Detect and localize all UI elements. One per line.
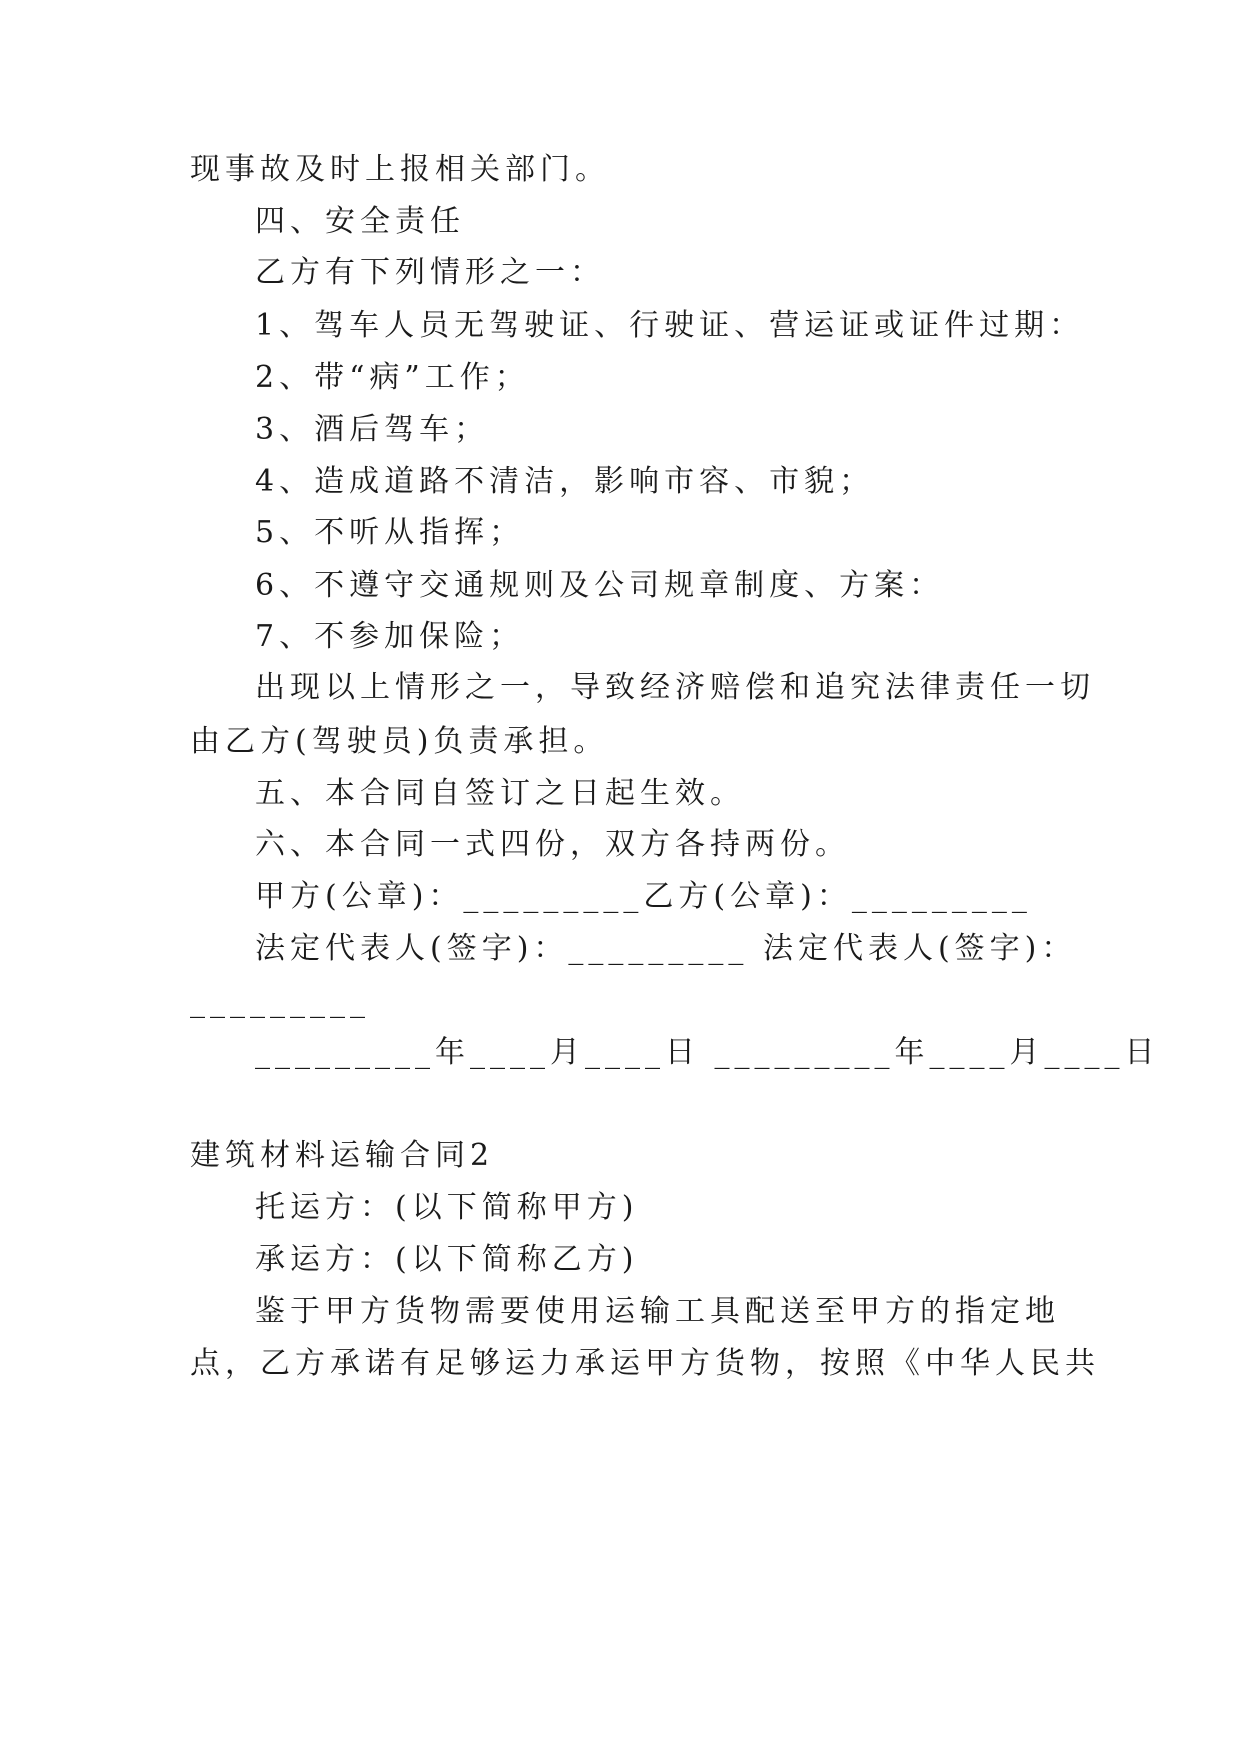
section-heading: 四、安全责任: [255, 204, 465, 239]
text-line: 现事故及时上报相关部门。: [190, 152, 610, 187]
text-line: 点，乙方承诺有足够运力承运甲方货物，按照《中华人民共: [190, 1346, 1100, 1381]
text-line: 托运方：(以下简称甲方): [255, 1190, 639, 1225]
document-title: 建筑材料运输合同2: [190, 1138, 495, 1173]
signature-blank: _________: [190, 984, 370, 1019]
list-item: 1、驾车人员无驾驶证、行驶证、营运证或证件过期：: [255, 308, 1085, 343]
signature-line: 法定代表人(签字)：_________ 法定代表人(签字)：: [255, 931, 1077, 966]
text-line: 承运方：(以下简称乙方): [255, 1242, 639, 1277]
list-item: 2、带“病”工作；: [255, 360, 530, 395]
text-line: 由乙方(驾驶员)负责承担。: [190, 724, 609, 759]
signature-line: 甲方(公章)：_________乙方(公章)：_________: [255, 879, 1032, 914]
text-line: 乙方有下列情形之一：: [255, 255, 605, 290]
text-line: 鉴于甲方货物需要使用运输工具配送至甲方的指定地: [255, 1294, 1060, 1329]
date-line: _________年____月____日 _________年____月____日: [255, 1035, 1160, 1070]
section-heading: 五、本合同自签订之日起生效。: [255, 776, 745, 811]
section-heading: 六、本合同一式四份，双方各持两份。: [255, 827, 850, 862]
list-item: 6、不遵守交通规则及公司规章制度、方案：: [255, 568, 945, 603]
list-item: 7、不参加保险；: [255, 619, 525, 654]
text-line: 出现以上情形之一，导致经济赔偿和追究法律责任一切: [255, 670, 1095, 705]
list-item: 5、不听从指挥；: [255, 515, 525, 550]
list-item: 4、造成道路不清洁，影响市容、市貌；: [255, 464, 875, 499]
list-item: 3、酒后驾车；: [255, 412, 490, 447]
